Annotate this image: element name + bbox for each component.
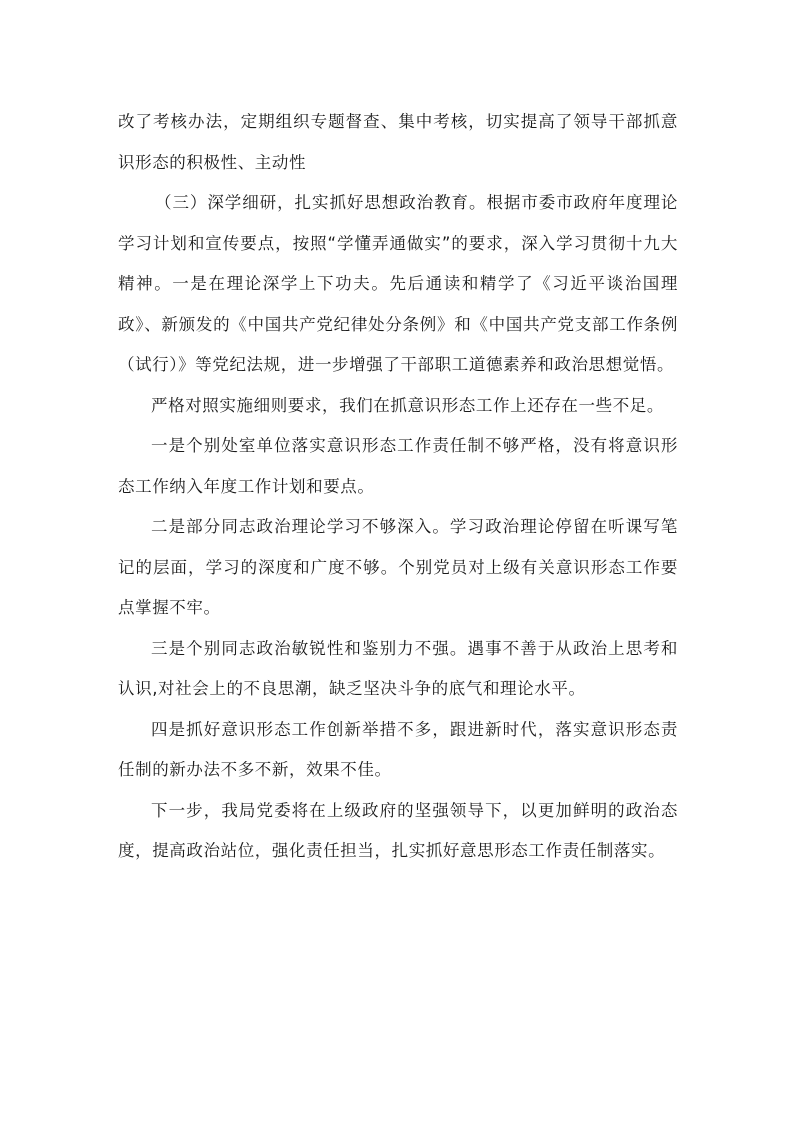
paragraph-section-three: （三）深学细研，扎实抓好思想政治教育。根据市委市政府年度理论学习计划和宣传要点，按照“学懂弄通做实”的要求，深入学习贯彻十九大精神。一是在理论深学上下功夫。先后通读和精学了《习近平谈治国理政》、新颁发的《中国共产党纪律处分条例》和《中国共产党支部工作条例（试行）》等党纪法规，进一步增强了干部职工道德素养和政治思想觉悟。: [118, 193, 678, 374]
paragraph-issue-two: 二是部分同志政治理论学习不够深入。学习政治理论停留在听课写笔记的层面，学习的深度和广度不够。个别党员对上级有关意识形态工作要点掌握不牢。: [118, 517, 678, 617]
paragraph-issue-four: 四是抓好意识形态工作创新举措不多，跟进新时代，落实意识形态责任制的新办法不多不新，效果不佳。: [118, 719, 678, 779]
paragraph-continuation: 改了考核办法，定期组织专题督查、集中考核，切实提高了领导干部抓意识形态的积极性、主动性: [118, 112, 678, 172]
paragraph-issue-one: 一是个别处室单位落实意识形态工作责任制不够严格，没有将意识形态工作纳入年度工作计划和要点。: [118, 436, 678, 496]
document-body: [118, 102, 678, 872]
paragraph-next-steps: 下一步，我局党委将在上级政府的坚强领导下，以更加鲜明的政治态度，提高政治站位，强化责任担当，扎实抓好意思形态工作责任制落实。: [118, 800, 678, 860]
paragraph-shortcomings-intro: 严格对照实施细则要求，我们在抓意识形态工作上还存在一些不足。: [151, 395, 664, 415]
paragraph-issue-three: 三是个别同志政治敏锐性和鉴别力不强。遇事不善于从政治上思考和认识,对社会上的不良思潮，缺乏坚决斗争的底气和理论水平。: [118, 638, 678, 698]
